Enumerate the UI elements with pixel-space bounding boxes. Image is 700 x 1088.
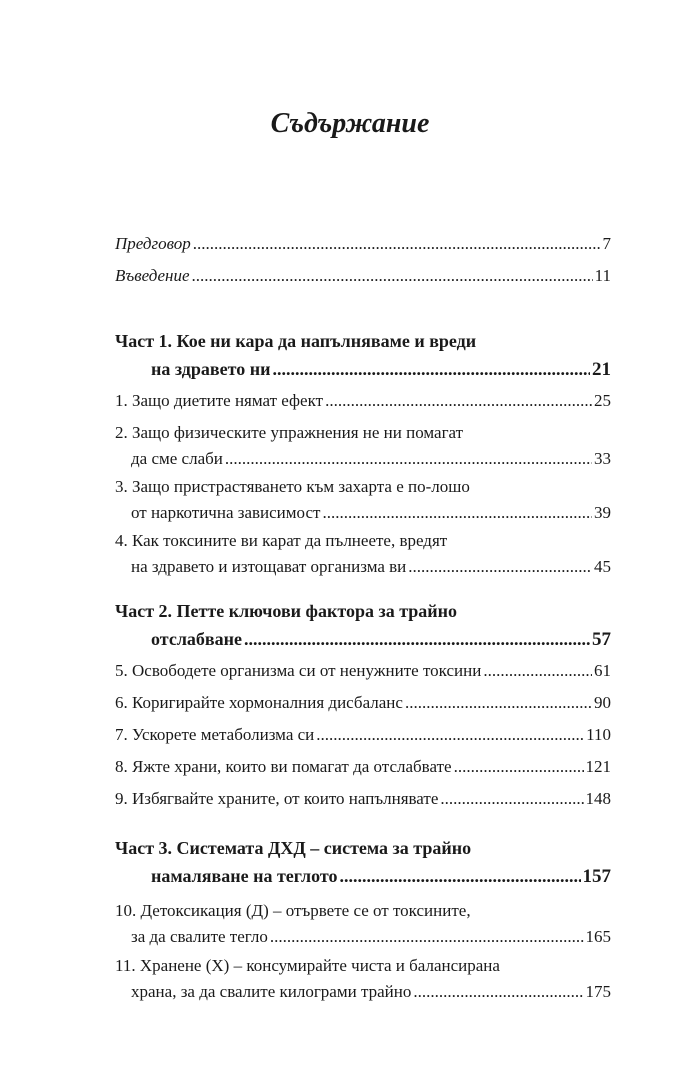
leader-dots	[272, 355, 590, 383]
chapter-title: 4. Как токсините ви карат да пълнеете, вредят	[115, 531, 448, 550]
entry-label: Въведение	[115, 266, 190, 285]
chapter-page: 45	[594, 557, 611, 576]
chapter-page: 121	[585, 757, 611, 776]
chapter-title-cont: да сме слаби	[131, 449, 223, 468]
toc-part-3[interactable]	[115, 834, 611, 891]
leader-dots	[405, 690, 592, 716]
chapter-page: 110	[586, 725, 611, 744]
part-page: 157	[582, 866, 611, 887]
chapter-page: 61	[594, 661, 611, 680]
chapter-title-cont: за да свалите тегло	[131, 927, 268, 946]
leader-dots	[340, 862, 581, 890]
chapter-title: 10. Детоксикация (Д) – отървете се от токсините,	[115, 901, 471, 920]
chapter-title: 5. Освободете организма си от ненужните токсини	[115, 661, 482, 680]
chapter-page: 33	[594, 449, 611, 468]
toc-part-2[interactable]	[115, 597, 611, 654]
leader-dots	[316, 722, 584, 748]
leader-dots	[454, 754, 584, 780]
toc-chapter-2[interactable]	[115, 420, 611, 472]
entry-page: 11	[594, 266, 611, 285]
chapter-page: 148	[585, 789, 611, 808]
part-title-line1: Част 2. Петте ключови фактора за трайно	[115, 601, 458, 621]
part-title-line2: отслабване	[151, 629, 242, 649]
toc-entry-introduction[interactable]	[115, 263, 611, 289]
part-page: 21	[592, 359, 611, 380]
toc-chapter-4[interactable]	[115, 528, 611, 580]
chapter-title: 11. Хранене (Х) – консумирайте чиста и балансирана	[115, 956, 500, 975]
chapter-page: 165	[585, 927, 611, 946]
entry-page: 7	[602, 234, 611, 253]
leader-dots	[408, 554, 592, 580]
chapter-title: 9. Избягвайте храните, от които напълнявате	[115, 789, 439, 808]
chapter-page: 39	[594, 503, 611, 522]
toc-chapter-9[interactable]	[115, 786, 611, 812]
leader-dots	[440, 786, 583, 812]
chapter-page: 90	[594, 693, 611, 712]
leader-dots	[270, 924, 584, 950]
chapter-page: 175	[585, 982, 611, 1001]
chapter-title: 1. Защо диетите нямат ефект	[115, 391, 324, 410]
entry-label: Предговор	[115, 234, 191, 253]
part-page: 57	[592, 629, 611, 650]
leader-dots	[322, 500, 592, 526]
chapter-title: 6. Коригирайте хормоналния дисбаланс	[115, 693, 403, 712]
leader-dots	[192, 263, 593, 289]
chapter-title-cont: на здравето и изтощават организма ви	[131, 557, 407, 576]
chapter-title: 7. Ускорете метаболизма си	[115, 725, 315, 744]
toc-chapter-11[interactable]	[115, 953, 611, 1005]
leader-dots	[483, 658, 592, 684]
part-title-line2: на здравето ни	[151, 359, 271, 379]
toc-chapter-6[interactable]	[115, 690, 611, 716]
toc-entry-preface[interactable]	[115, 231, 611, 257]
leader-dots	[193, 231, 601, 257]
toc-chapter-5[interactable]	[115, 658, 611, 684]
leader-dots	[244, 625, 590, 653]
chapter-title: 2. Защо физическите упражнения не ни помагат	[115, 423, 464, 442]
part-title-line1: Част 1. Кое ни кара да напълняваме и вреди	[115, 331, 477, 351]
part-title-line2: намаляване на теглото	[151, 866, 338, 886]
leader-dots	[225, 446, 592, 472]
chapter-title-cont: от наркотична зависимост	[131, 503, 321, 522]
chapter-title-cont: храна, за да свалите килограми трайно	[131, 982, 412, 1001]
leader-dots	[325, 388, 592, 414]
toc-chapter-1[interactable]	[115, 388, 611, 414]
leader-dots	[413, 979, 583, 1005]
chapter-page: 25	[594, 391, 611, 410]
toc-chapter-10[interactable]	[115, 898, 611, 950]
chapter-title: 8. Яжте храни, които ви помагат да отслабвате	[115, 757, 452, 776]
page-title: Съдържание	[270, 108, 430, 139]
toc-chapter-3[interactable]	[115, 474, 611, 526]
part-title-line1: Част 3. Системата ДХД – система за трайно	[115, 838, 472, 858]
chapter-title: 3. Защо пристрастяването към захарта е по-лошо	[115, 477, 470, 496]
toc-chapter-8[interactable]	[115, 754, 611, 780]
toc-part-1[interactable]	[115, 327, 611, 384]
toc-chapter-7[interactable]	[115, 722, 611, 748]
